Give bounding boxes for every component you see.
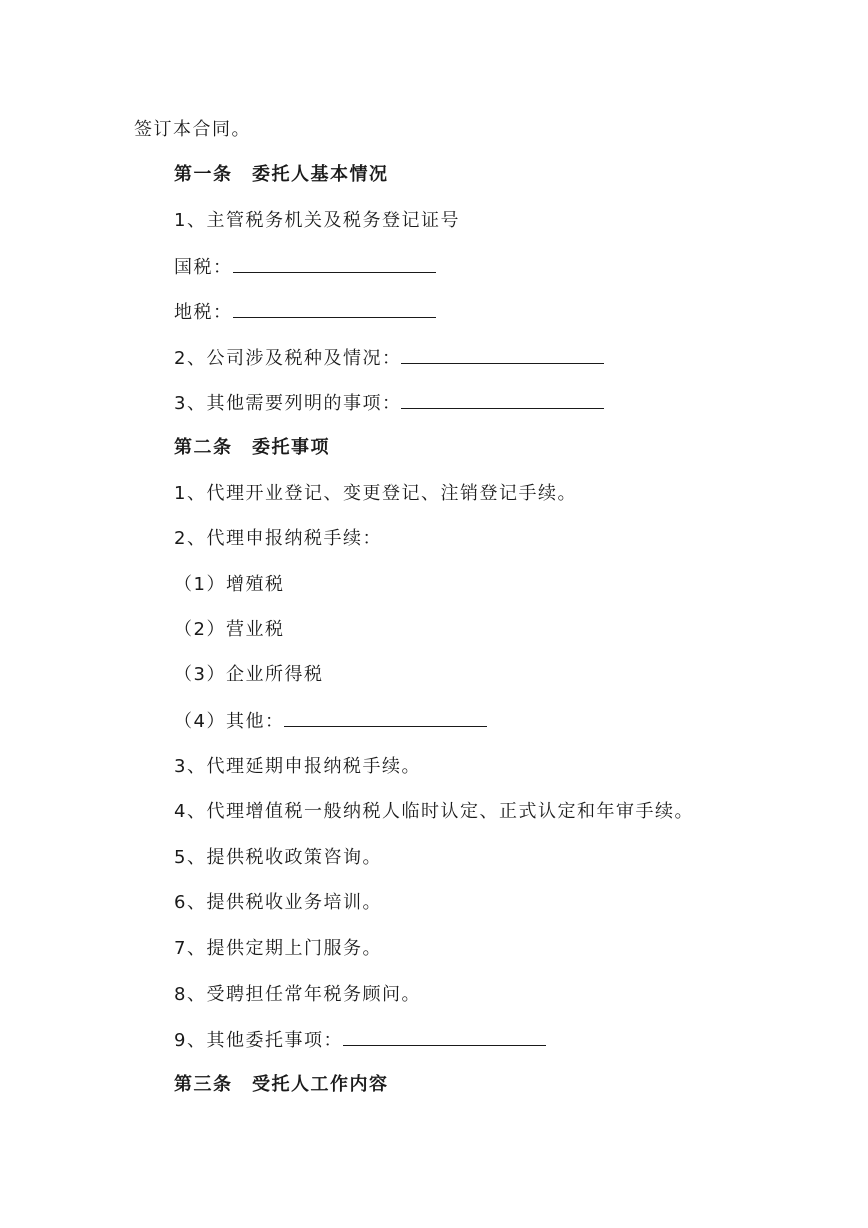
section2-item5: 5、提供税收政策咨询。: [174, 847, 382, 868]
section1-item2-row: [174, 346, 604, 370]
other-matters-blank: [401, 391, 604, 409]
section2-sub4-label: （4）其他：: [174, 711, 285, 732]
section2-item3: 3、代理延期申报纳税手续。: [174, 756, 421, 777]
section2-item8: 8、受聘担任常年税务顾问。: [174, 984, 421, 1005]
section2-item7: 7、提供定期上门服务。: [174, 938, 382, 959]
section1-item1: 1、主管税务机关及税务登记证号: [174, 210, 460, 231]
section1-item2-label: 2、公司涉及税种及情况：: [174, 348, 402, 369]
section2-sub2: （2）营业税: [174, 619, 285, 640]
section1-heading: 第一条 委托人基本情况: [174, 164, 389, 185]
section1-item3-row: [174, 391, 604, 415]
section2-sub4-row: [174, 709, 487, 733]
section2-item4: 4、代理增值税一般纳税人临时认定、正式认定和年审手续。: [174, 801, 694, 822]
section2-item1: 1、代理开业登记、变更登记、注销登记手续。: [174, 483, 577, 504]
guoshui-row: [174, 255, 436, 279]
dishui-blank: [233, 300, 436, 318]
other-tax-blank: [284, 709, 487, 727]
section2-item6: 6、提供税收业务培训。: [174, 892, 382, 913]
section3-heading: 第三条 受托人工作内容: [174, 1074, 389, 1095]
section2-item9-row: [174, 1028, 546, 1052]
dishui-label: 地税：: [174, 302, 233, 323]
guoshui-blank: [233, 255, 436, 273]
section1-item3-label: 3、其他需要列明的事项：: [174, 393, 402, 414]
dishui-row: [174, 300, 436, 324]
section2-item2: 2、代理申报纳税手续：: [174, 528, 382, 549]
section2-sub3: （3）企业所得税: [174, 664, 324, 685]
section2-sub1: （1）增殖税: [174, 574, 285, 595]
tax-types-blank: [401, 346, 604, 364]
other-entrusted-blank: [343, 1028, 546, 1046]
section2-heading: 第二条 委托事项: [174, 437, 330, 458]
intro-tail-text: 签订本合同。: [134, 119, 251, 140]
guoshui-label: 国税：: [174, 257, 233, 278]
section2-item9-label: 9、其他委托事项：: [174, 1030, 343, 1051]
